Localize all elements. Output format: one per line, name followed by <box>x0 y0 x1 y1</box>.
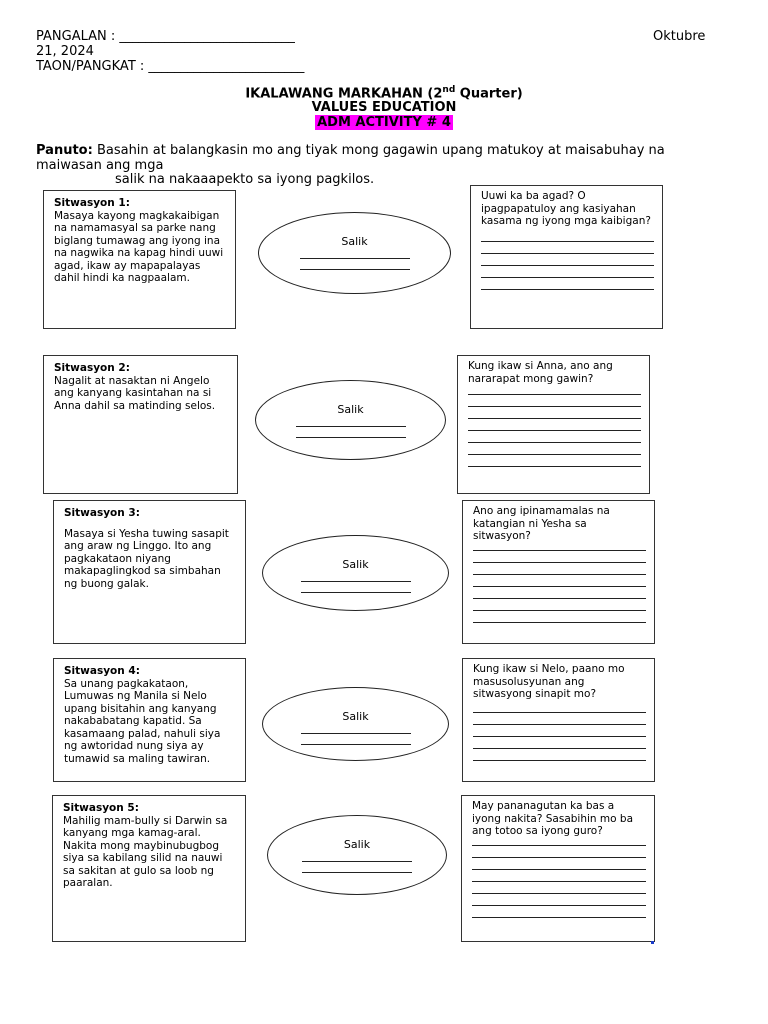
question-text: May pananagutan ka bas a iyong nakita? Sasabihin mo ba ang totoo sa iyong guro? <box>472 800 634 837</box>
salik-label: Salik <box>343 838 371 851</box>
question-box-2 <box>457 355 650 494</box>
ink-dot <box>651 941 654 944</box>
answer-line[interactable] <box>468 455 641 467</box>
situation-box-1 <box>43 190 236 329</box>
situation-title: Sitwasyon 1: <box>54 197 130 209</box>
situation-box-4 <box>53 658 246 782</box>
salik-oval-5 <box>267 815 447 895</box>
answer-line[interactable] <box>468 443 641 455</box>
question-box-3 <box>462 500 655 644</box>
salik-answer-line[interactable] <box>296 416 406 427</box>
salik-answer-line[interactable] <box>300 248 410 259</box>
answer-line[interactable] <box>472 894 646 906</box>
quarter-title <box>0 85 768 101</box>
situation-title: Sitwasyon 3: <box>64 507 140 519</box>
answer-line[interactable] <box>473 713 646 725</box>
answer-line[interactable] <box>481 230 654 242</box>
answer-line[interactable] <box>468 407 641 419</box>
answer-line[interactable] <box>473 737 646 749</box>
salik-label: Salik <box>337 403 364 416</box>
salik-oval-4 <box>262 687 449 761</box>
salik-oval-3 <box>262 535 449 611</box>
salik-label: Salik <box>342 558 369 571</box>
question-text: Ano ang ipinamamalas na katangian ni Yesha sa sitwasyon? <box>473 505 610 542</box>
situation-box-3 <box>53 500 246 644</box>
question-text: Kung ikaw si Nelo, paano mo masusolusyunan ang sitwasyong sinapit mo? <box>473 663 625 700</box>
answer-line[interactable] <box>481 278 654 290</box>
answer-line[interactable] <box>473 563 646 575</box>
instructions <box>36 143 716 173</box>
salik-answer-line[interactable] <box>302 862 412 873</box>
answer-line[interactable] <box>468 431 641 443</box>
answer-line[interactable] <box>473 611 646 623</box>
situation-body: Masaya si Yesha tuwing sasapit ang araw ng Linggo. Ito ang pagkakataon niyang makapaglingkod sa simbahan ng buong galak. <box>64 527 229 590</box>
quarter-title-text: IKALAWANG MARKAHAN (2 <box>245 86 443 102</box>
salik-answer-line[interactable] <box>301 571 411 582</box>
answer-line[interactable] <box>468 395 641 407</box>
instructions-text: Basahin at balangkasin mo ang tiyak mong gagawin upang matukoy at maisabuhay na maiwasan ang mga <box>36 143 665 173</box>
name-field-label: PANGALAN : ___________________________ <box>36 29 295 44</box>
situation-body: Sa unang pagkakataon, Lumuwas ng Manila si Nelo upang bisitahin ang kanyang nakababatang kapatid. Sa kasamaang palad, nahuli siya ng awtoridad nung siya ay tumawid sa maling tawiran. <box>64 677 221 765</box>
situation-title: Sitwasyon 5: <box>63 802 139 814</box>
quarter-title-text-end: Quarter) <box>455 86 523 102</box>
answer-line[interactable] <box>473 551 646 563</box>
situation-box-5 <box>52 795 246 942</box>
salik-oval-2 <box>255 380 446 460</box>
question-box-1 <box>470 185 663 329</box>
answer-line[interactable] <box>472 906 646 918</box>
date-month: Oktubre <box>653 29 706 44</box>
question-box-4 <box>462 658 655 782</box>
instructions-label: Panuto: <box>36 143 93 158</box>
salik-answer-line[interactable] <box>301 723 411 734</box>
answer-line[interactable] <box>481 266 654 278</box>
salik-answer-line[interactable] <box>301 734 411 745</box>
answer-line[interactable] <box>472 846 646 858</box>
salik-answer-line[interactable] <box>301 582 411 593</box>
situation-body: Mahilig mam-bully si Darwin sa kanyang mga kamag-aral. Nakita mong maybinubugbog siya sa kabilang silid na nauwi sa sakitan at gulo sa loob ng paaralan. <box>63 814 228 889</box>
salik-answer-line[interactable] <box>302 851 412 862</box>
answer-line[interactable] <box>473 587 646 599</box>
situation-body: Nagalit at nasaktan ni Angelo ang kanyang kasintahan na si Anna dahil sa matinding selos. <box>54 374 216 412</box>
answer-line[interactable] <box>481 242 654 254</box>
answer-line[interactable] <box>472 870 646 882</box>
salik-answer-line[interactable] <box>296 427 406 438</box>
situation-title: Sitwasyon 4: <box>64 665 140 677</box>
salik-label: Salik <box>342 710 369 723</box>
salik-label: Salik <box>341 235 368 248</box>
answer-line[interactable] <box>472 858 646 870</box>
situation-title: Sitwasyon 2: <box>54 362 130 374</box>
answer-line[interactable] <box>473 701 646 713</box>
instructions-continued: salik na nakaaapekto sa iyong pagkilos. <box>115 172 375 187</box>
activity-title <box>0 115 768 130</box>
answer-line[interactable] <box>473 749 646 761</box>
grade-field-label: TAON/PANGKAT : ________________________ <box>36 59 305 74</box>
question-text: Uuwi ka ba agad? O ipagpapatuloy ang kasiyahan kasama ng iyong mga kaibigan? <box>481 190 651 227</box>
subject-title: VALUES EDUCATION <box>311 100 457 115</box>
situation-box-2 <box>43 355 238 494</box>
activity-highlight: ADM ACTIVITY # 4 <box>317 115 451 130</box>
question-box-5 <box>461 795 655 942</box>
salik-oval-1 <box>258 212 451 294</box>
answer-line[interactable] <box>473 725 646 737</box>
answer-line[interactable] <box>473 599 646 611</box>
quarter-title-sup: nd <box>442 85 456 95</box>
salik-answer-line[interactable] <box>300 259 410 270</box>
date-rest: 21, 2024 <box>36 44 94 59</box>
question-text: Kung ikaw si Anna, ano ang nararapat mong gawin? <box>468 360 613 385</box>
answer-line[interactable] <box>473 575 646 587</box>
situation-body: Masaya kayong magkakaibigan na namamasyal sa parke nang biglang tumawag ang iyong ina na nagwika na kapag hindi uuwi agad, ikaw ay mapapalayas dahil hindi ka nagpaalam. <box>54 209 224 284</box>
answer-line[interactable] <box>472 882 646 894</box>
answer-line[interactable] <box>468 419 641 431</box>
answer-line[interactable] <box>481 254 654 266</box>
